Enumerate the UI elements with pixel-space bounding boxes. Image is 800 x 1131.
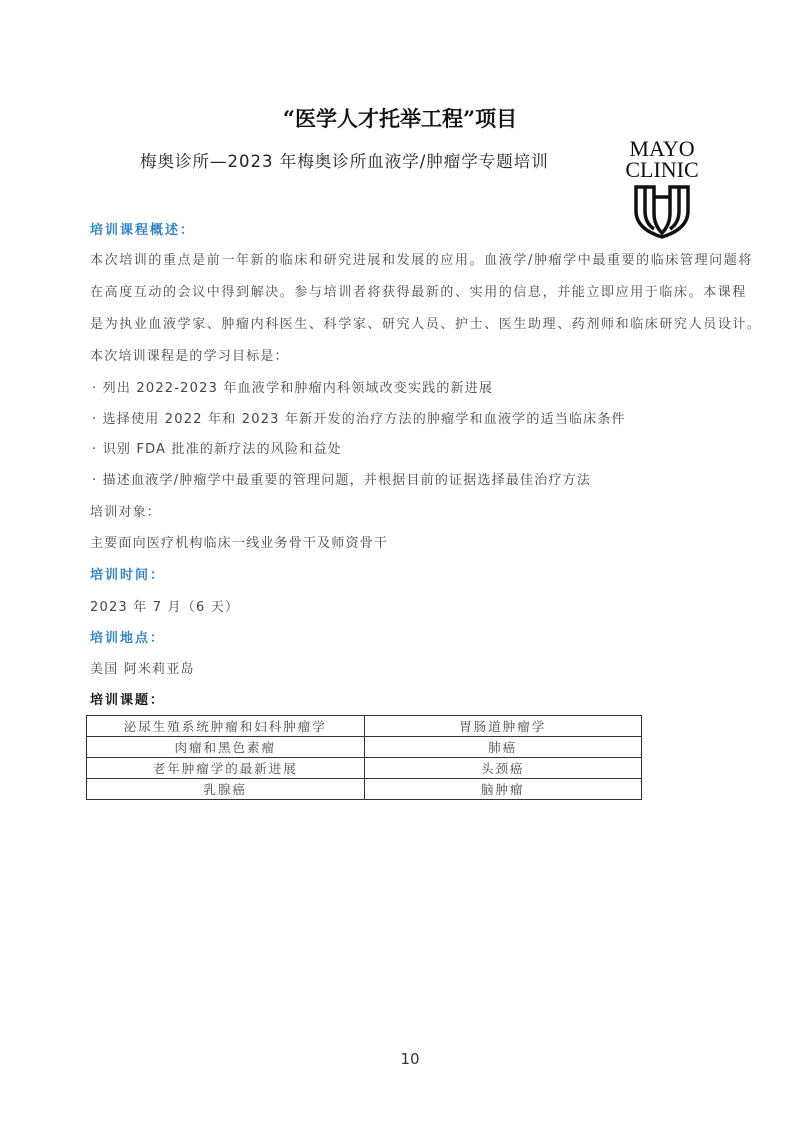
mayo-clinic-logo xyxy=(612,138,712,244)
location-text: 美国 阿米莉亚岛 xyxy=(90,662,195,677)
time-heading: 培训时间： xyxy=(90,568,166,583)
time-text: 2023 年 7 月（6 天） xyxy=(90,600,240,615)
overview-line: 本次培训的重点是前一年新的临床和研究进展和发展的应用。血液学/肿瘤学中最重要的临床管理问题将 xyxy=(90,253,753,268)
table-row xyxy=(87,758,642,779)
topics-heading: 培训课题： xyxy=(90,693,166,708)
overview-heading: 培训课程概述： xyxy=(90,223,196,238)
table-cell: 头颈癌 xyxy=(364,758,642,779)
objective-item: · 描述血液学/肿瘤学中最重要的管理问题，并根据目前的证据选择最佳治疗方法 xyxy=(92,473,592,488)
table-row xyxy=(87,716,642,737)
topics-table xyxy=(86,715,642,800)
table-row xyxy=(87,779,642,800)
logo-line-1: MAYO xyxy=(629,136,695,161)
location-heading: 培训地点： xyxy=(90,631,166,646)
page-number: 10 xyxy=(400,1050,420,1068)
objective-item: · 列出 2022-2023 年血液学和肿瘤内科领域改变实践的新进展 xyxy=(92,381,494,396)
objective-item: · 选择使用 2022 年和 2023 年新开发的治疗方法的肿瘤学和血液学的适当临床条件 xyxy=(92,412,626,427)
page-title: “医学人才托举工程”项目 xyxy=(282,106,518,131)
table-cell: 老年肿瘤学的最新进展 xyxy=(87,758,365,779)
overview-line: 是为执业血液学家、肿瘤内科医生、科学家、研究人员、护士、医生助理、药剂师和临床研究人员设计。 xyxy=(90,317,762,332)
logo-line-2: CLINIC xyxy=(625,157,699,182)
objectives-intro: 本次培训课程是的学习目标是： xyxy=(90,349,289,364)
table-cell: 胃肠道肿瘤学 xyxy=(364,716,642,737)
table-cell: 乳腺癌 xyxy=(87,779,365,800)
table-cell: 脑肿瘤 xyxy=(364,779,642,800)
mayo-shield-icon xyxy=(632,183,692,239)
audience-text: 主要面向医疗机构临床一线业务骨干及师资骨干 xyxy=(90,536,389,551)
table-cell: 泌尿生殖系统肿瘤和妇科肿瘤学 xyxy=(87,716,365,737)
overview-line: 在高度互动的会议中得到解决。参与培训者将获得最新的、实用的信息，并能立即应用于临床。本课程 xyxy=(90,285,748,300)
objective-item: · 识别 FDA 批准的新疗法的风险和益处 xyxy=(92,442,342,457)
page-subtitle: 梅奥诊所—2023 年梅奥诊所血液学/肿瘤学专题培训 xyxy=(140,152,549,171)
table-cell: 肺癌 xyxy=(364,737,642,758)
audience-heading: 培训对象： xyxy=(90,505,162,520)
table-cell: 肉瘤和黑色素瘤 xyxy=(87,737,365,758)
table-row xyxy=(87,737,642,758)
